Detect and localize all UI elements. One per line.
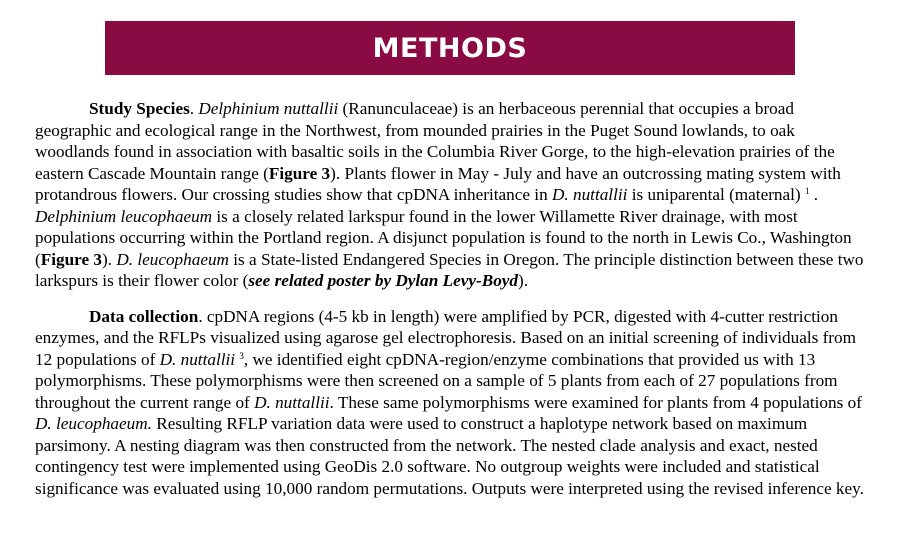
species-name: D. nuttallii [254,392,330,412]
section-title: METHODS [372,32,528,64]
species-name: D. nuttallii [159,349,236,369]
species-name: D. nuttallii [551,185,628,204]
text-run: . [809,185,819,204]
text-run: . cpDNA regions (4-5 kb in length) were amplified by PCR, digested with 4-cutter restriction enzymes, and the RFLPs visualized using agarose gel electrophoresis. Based on an initial screening of individuals from 12 populations of [35,306,856,369]
text-run: . [189,99,199,118]
text-run: . These same polymorphisms were examined for plants from 4 populations of [329,392,862,412]
citation-superscript: 1 [804,186,810,196]
text-run: ). [102,249,117,269]
text-run: ). [518,271,529,290]
species-name: Delphinium leucophaeum [35,206,213,226]
methods-banner [105,21,795,75]
emphasis-text: Figure 3 [40,249,102,269]
species-name: Delphinium nuttallii [198,99,339,118]
species-name: D. leucophaeum. [35,414,152,433]
text-run: ). Plants flower in May - July and have an outcrossing mating system with protandrous flowers. Our crossing studies show that cpDNA inheritance in [35,163,841,204]
paragraph-data-collection [35,306,873,500]
text-run: Resulting RFLP variation data were used to construct a haplotype network based on maximum parsimony. A nesting diagram was then constructed from the network. The nested clade analysis and exact, nested contingency test were implemented using GeoDis 2.0 software. No outgroup weights were included and statistical significance was evaluated using 10,000 random permutations. Outputs were interpreted using the revised inference key. [35,414,864,498]
text-run: is uniparental (maternal) [627,185,805,204]
paragraph-heading: Study Species [89,99,190,118]
paragraph-heading: Data collection [89,306,199,326]
text-run: , we identified eight cpDNA-region/enzyme combinations that provided us with 13 polymorphisms. These polymorphisms were then screened on a sample of 5 plants from each of 27 populations from throughout the current range of [35,349,838,412]
emphasis-text: see related poster by Dylan Levy-Boyd [248,271,519,290]
methods-body [35,98,873,499]
text-run: (Ranunculaceae) is an herbaceous perennial that occupies a broad geographic and ecological range in the Northwest, from mounded prairies in the Puget Sound lowlands, to oak woodlands found in association with basaltic soils in the Columbia River Gorge, to the high-elevation prairies of the eastern Cascade Mountain range ( [35,99,835,183]
paragraph-study-species [35,98,873,292]
text-run: is a closely related larkspur found in the lower Willamette River drainage, with most populations occurring within the Portland region. A disjunct population is found to the north in Lewis Co., Washington ( [35,206,852,269]
emphasis-text: Figure 3 [268,163,331,183]
species-name: D. leucophaeum [116,249,229,269]
citation-superscript: 3 [239,350,244,361]
text-run: is a State-listed Endangered Species in Oregon. The principle distinction between these two larkspurs is their flower color ( [35,249,864,290]
